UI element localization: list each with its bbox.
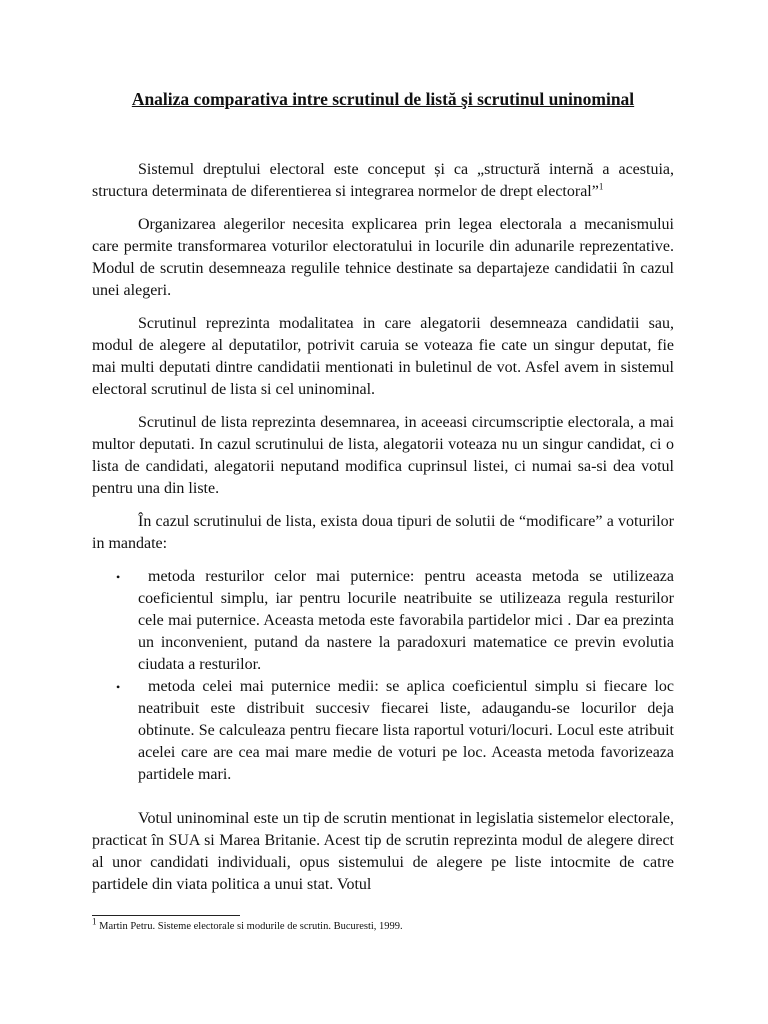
footnote-marker: 1 — [92, 916, 97, 927]
paragraph-1 — [92, 159, 674, 203]
document-title: Analiza comparativa intre scrutinul de listă şi scrutinul uninominal — [131, 89, 635, 109]
bullet-item — [92, 566, 674, 676]
footnote-reference: 1 — [598, 181, 604, 192]
bullet-icon: • — [116, 570, 121, 584]
paragraph-4: Scrutinul de lista reprezinta desemnarea, in aceeasi circumscriptie electorala, a mai multor deputati. In cazul scrutinului de lista, alegatorii voteaza nu un singur candidat, ci o lista de candidati, alegatorii neputand modifica cuprinsul listei, ci numai sa-si dea votul pentru una din liste. — [92, 414, 674, 497]
paragraph-3: Scrutinul reprezinta modalitatea in care alegatorii desemneaza candidatii sau, modul de alegere al deputatilor, potrivit caruia se voteaza fie cate un singur deputat, fie mai multi deputati dintre candidatii mentionati in buletinul de vot. Asfel avem in sistemul electoral scrutinul de lista si cel uninominal. — [92, 315, 674, 398]
bullet-item — [92, 676, 674, 786]
paragraph-5: În cazul scrutinului de lista, exista doua tipuri de solutii de “modificare” a voturilor in mandate: — [92, 513, 674, 552]
bullet-list — [92, 566, 674, 786]
bullet-text: metoda celei mai puternice medii: se aplica coeficientul simplu si fiecare loc neatribuit este distribuit succesiv fiecarei liste, adaugandu-se locurilor deja obtinute. Se calculeaza pentru fiecare lista raportul voturi/locuri. Locul este atribuit acelei care are cea mai mare medie de voturi pe loc. Aceasta metoda favorizeaza partidele mari. — [138, 678, 674, 783]
footnote-divider — [92, 915, 240, 916]
footnote — [92, 916, 674, 934]
bullet-text: metoda resturilor celor mai puternice: pentru aceasta metoda se utilizeaza coeficientul simplu, iar pentru locurile neatribuite se utilizeaza regula resturilor cele mai puternice. Aceasta metoda este favorabila partidelor mici . Dar ea prezinta un inconvenient, putand da nastere la paradoxuri matematice ce previn evolutia ciudata a resturilor. — [138, 568, 674, 673]
paragraph-6: Votul uninominal este un tip de scrutin mentionat in legislatia sistemelor electorale, practicat în SUA si Marea Britanie. Acest tip de scrutin reprezinta modul de alegere direct al unor candidati individuali, opus sistemului de alegere pe liste intocmite de catre partidele din viata politica a unui stat. Votul — [92, 810, 674, 893]
paragraph-2: Organizarea alegerilor necesita explicarea prin legea electorala a mecanismului care permite transformarea voturilor electoratului in locurile din adunarile reprezentative. Modul de scrutin desemneaza regulile tehnice destinate sa departajeze candidatii în cazul unei alegeri. — [92, 216, 674, 299]
document-page — [92, 88, 674, 907]
bullet-icon: • — [116, 680, 121, 694]
paragraph-1-text: Sistemul dreptului electoral este conceput și ca „structură internă a acestuia, structura determinata de diferentierea si integrarea normelor de drept electoral” — [92, 161, 674, 200]
footnote-text: Martin Petru. Sisteme electorale si modurile de scrutin. Bucuresti, 1999. — [96, 921, 403, 932]
